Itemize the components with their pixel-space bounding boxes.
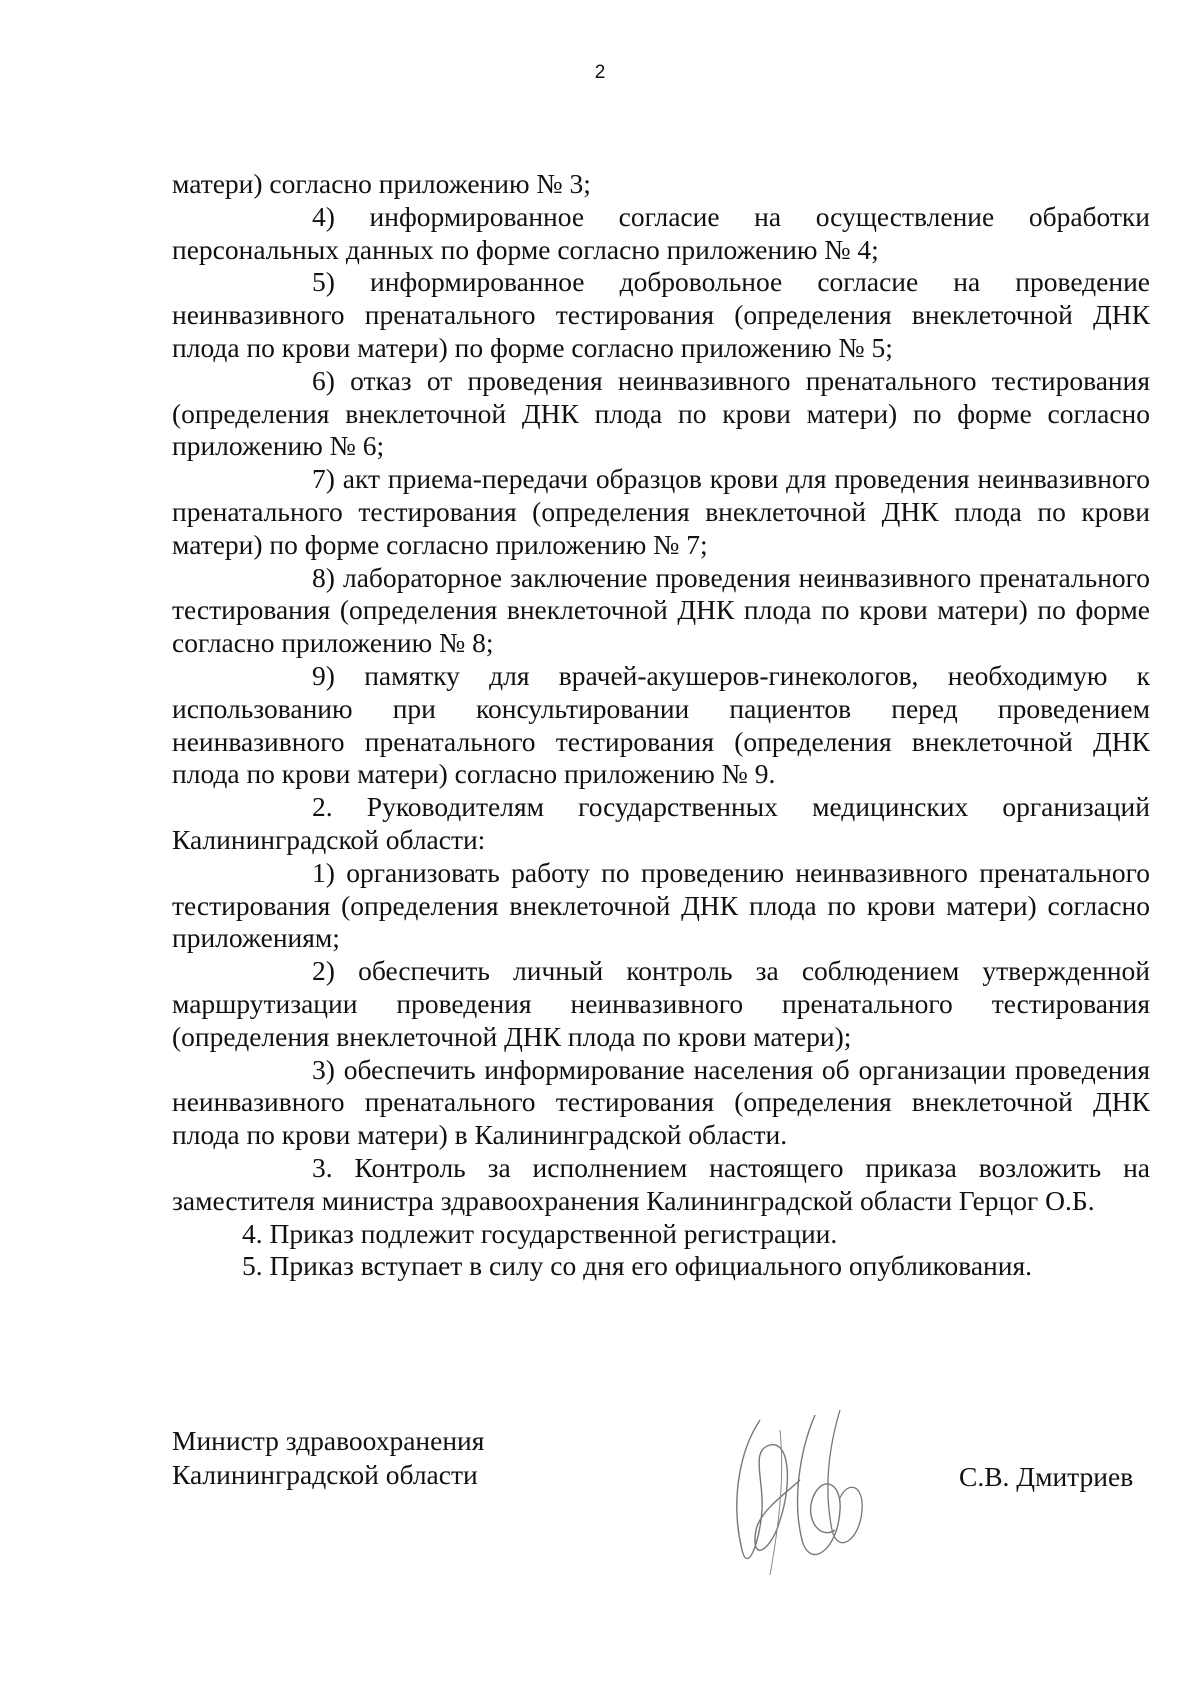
item-text: Руководителям государственных медицинских организаций Калининградской области:	[172, 791, 1150, 855]
item-number: 5)	[312, 266, 335, 298]
list-item	[172, 1054, 1150, 1152]
item-text: обеспечить информирование населения об организации проведения неинвазивного пренатального тестирования (определения внеклеточной ДНК плода по крови матери) в Калининградской области.	[172, 1053, 1151, 1151]
document-body	[172, 168, 1150, 1283]
signatory-name: С.В. Дмитриев	[959, 1461, 1134, 1492]
signatory-position	[172, 1424, 484, 1492]
list-item	[172, 791, 1150, 857]
list-item	[172, 266, 1150, 364]
item-text: организовать работу по проведению неинвазивного пренатального тестирования (определения внеклеточной ДНК плода по крови матери) согласно приложениям;	[172, 856, 1150, 954]
list-item	[172, 562, 1150, 660]
page-number: 2	[594, 62, 606, 83]
item-text: отказ от проведения неинвазивного пренатального тестирования (определения внеклеточной ДНК плода по крови матери) по форме согласно приложению № 6;	[172, 364, 1150, 462]
list-item	[172, 857, 1150, 955]
list-item	[172, 365, 1150, 463]
item-number: 2.	[312, 791, 333, 823]
item-text: памятку для врачей-акушеров-гинекологов, необходимую к использованию при консультировании пациентов перед проведением неинвазивного пренатального тестирования (определения внеклеточной ДНК плода по крови матери) согласно приложению № 9.	[172, 659, 1150, 790]
item-text: Контроль за исполнением настоящего приказа возложить на заместителя министра здравоохранения Калининградской области Герцог О.Б.	[172, 1151, 1150, 1216]
item-text: информированное добровольное согласие на проведение неинвазивного пренатального тестирования (определения внеклеточной ДНК плода по крови матери) по форме согласно приложению № 5;	[172, 266, 1151, 363]
item-number: 3.	[312, 1151, 333, 1183]
item-number: 2)	[312, 955, 335, 987]
item-number: 9)	[312, 659, 335, 691]
signatory-title-line: Калининградской области	[172, 1459, 478, 1490]
item-number: 4)	[312, 200, 335, 232]
handwritten-signature	[720, 1390, 880, 1590]
closing-paragraph: 4. Приказ подлежит государственной регистрации.	[242, 1217, 838, 1249]
list-item	[172, 463, 1150, 561]
list-item	[172, 955, 1150, 1053]
item-number: 8)	[312, 561, 335, 593]
item-text: лабораторное заключение проведения неинвазивного пренатального тестирования (определения внеклеточной ДНК плода по крови матери) по форме согласно приложению № 8;	[172, 561, 1151, 659]
item-number: 7)	[312, 463, 335, 495]
list-item	[172, 660, 1150, 791]
closing-paragraph: 5. Приказ вступает в силу со дня его официального опубликования.	[242, 1250, 1033, 1282]
signatory-title-line: Министр здравоохранения	[172, 1425, 485, 1456]
item-number: 3)	[312, 1053, 335, 1085]
item-number: 6)	[312, 364, 335, 396]
list-item	[172, 1152, 1150, 1218]
list-item	[172, 201, 1150, 267]
continuation-paragraph: матери) согласно приложению № 3;	[172, 168, 591, 199]
item-number: 1)	[312, 856, 335, 888]
item-text: информированное согласие на осуществление обработки персональных данных по форме согласно приложению № 4;	[172, 200, 1151, 265]
item-text: акт приема-передачи образцов крови для проведения неинвазивного пренатального тестирования (определения внеклеточной ДНК плода по крови матери) по форме согласно приложению № 7;	[172, 463, 1151, 560]
item-text: обеспечить личный контроль за соблюдением утвержденной маршрутизации проведения неинвазивного пренатального тестирования (определения внеклеточной ДНК плода по крови матери);	[172, 955, 1151, 1052]
